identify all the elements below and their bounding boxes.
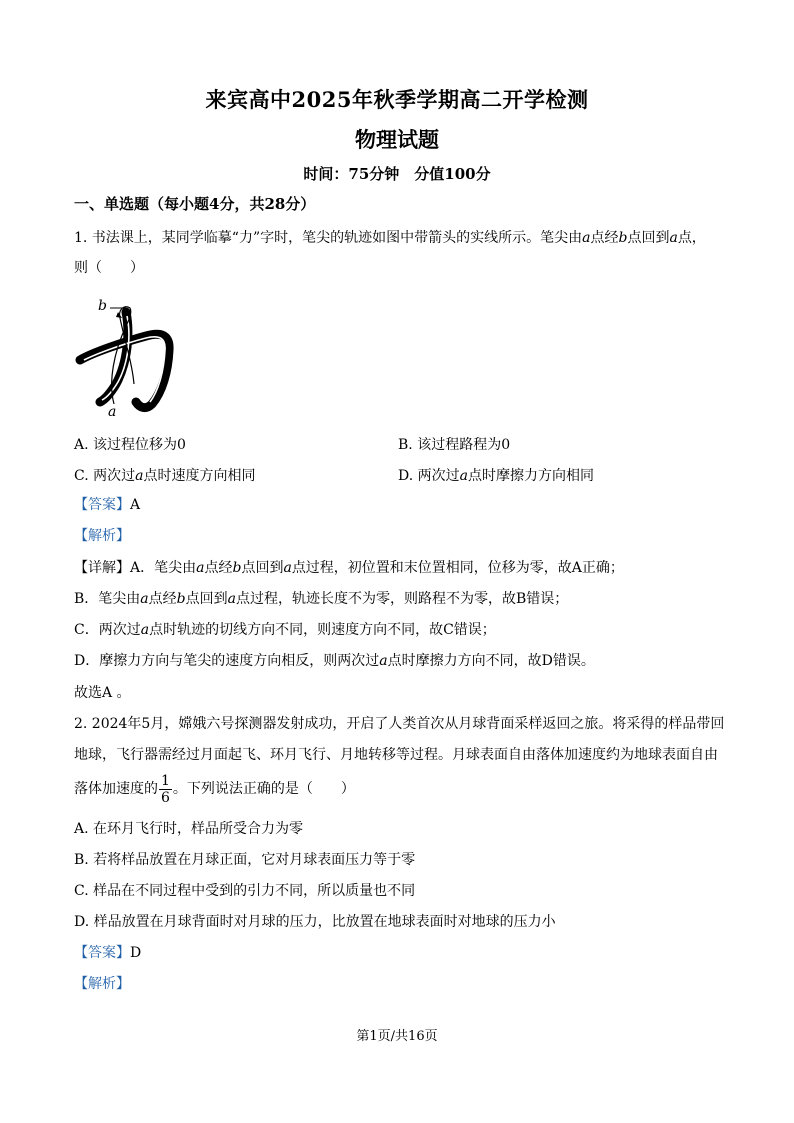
detail-text: D．摩擦力方向与笔尖的速度方向相反，则两次过 [74, 653, 380, 669]
detail-text: 点回到 [185, 591, 228, 607]
q1-conclusion: 故选A 。 [74, 685, 131, 701]
fraction-one-sixth [159, 773, 172, 806]
option-text: 点时摩擦力方向相同 [468, 468, 594, 484]
answer-tag: 【答案】 [74, 945, 130, 961]
detail-text: A．笔尖由 [130, 560, 197, 576]
detail-text: B．笔尖由 [74, 591, 141, 607]
var-a: a [196, 560, 205, 576]
option-text: 点时速度方向相同 [143, 468, 256, 484]
q2-answer [74, 943, 734, 963]
exam-title: 来宾高中2025年秋季学期高二开学检测 [205, 87, 589, 112]
answer-value: D [130, 945, 142, 961]
q1-stem-text: 点， [677, 230, 706, 246]
q2-option-d: D. 样品放置在月球背面时对月球的压力，比放置在地球表面时对地球的压力小 [74, 914, 556, 930]
var-a: a [135, 468, 144, 484]
q1-option-a: A. 该过程位移为0 [74, 437, 186, 453]
fraction-denominator: 6 [161, 789, 170, 806]
q1-detail-c [74, 620, 734, 640]
section-heading: 一、单选题（每小题4分，共28分） [74, 195, 316, 213]
q1-stem-line2: 则（ ） [74, 260, 144, 276]
var-b: b [176, 591, 186, 607]
answer-value: A [130, 497, 141, 513]
exam-subject: 物理试题 [355, 127, 439, 152]
detail-text: 点回到 [241, 560, 284, 576]
q1-stem-text: 1. 书法课上，某同学临摹“力”字时，笔尖的轨迹如图中带箭头的实线所示。笔尖由 [74, 230, 583, 246]
q2-stem-line1: 2. 2024年5月，嫦娥六号探测器发射成功，开启了人类首次从月球背面采样返回之旅。将采得的样品带回 [74, 716, 725, 732]
var-a: a [669, 230, 678, 246]
figure-label-b: b [98, 298, 107, 314]
q2-option-b: B. 若将样品放置在月球正面，它对月球表面压力等于零 [74, 852, 416, 868]
q1-detail-a [74, 558, 734, 578]
detail-text: 点过程，轨迹长度不为零，则路程不为零，故B错误； [235, 591, 569, 607]
answer-tag: 【答案】 [74, 497, 130, 513]
q1-answer [74, 495, 734, 515]
detail-text: 点经 [204, 560, 233, 576]
detail-tag: 【详解】 [74, 560, 130, 576]
detail-text: 点经 [148, 591, 177, 607]
var-a: a [379, 653, 388, 669]
var-a: a [140, 622, 150, 638]
option-text: C. 两次过 [74, 468, 136, 484]
q1-analysis-tag: 【解析】 [74, 528, 130, 544]
q1-option-d [398, 465, 594, 485]
q2-option-c: C. 样品在不同过程中受到的引力不同，所以质量也不同 [74, 883, 416, 899]
option-text: D. 两次过 [398, 468, 460, 484]
q2-stem-text: 。下列说法正确的是（ ） [172, 781, 355, 797]
q1-detail-d [74, 651, 734, 671]
q1-option-c [74, 465, 255, 485]
page-footer: 第1页/共16页 [356, 1029, 438, 1044]
q1-option-b: B. 该过程路程为0 [398, 437, 511, 453]
li-character-figure [74, 292, 184, 417]
detail-text: C．两次过 [74, 622, 141, 638]
q2-stem-line3 [74, 772, 734, 806]
q2-stem-text: 落体加速度的 [74, 781, 158, 797]
q2-stem-line2: 地球，飞行器需经过月面起飞、环月飞行、月地转移等过程。月球表面自由落体加速度约为地球表面自由 [74, 747, 718, 763]
var-a: a [227, 591, 236, 607]
figure-label-a: a [108, 404, 117, 417]
var-a: a [140, 591, 149, 607]
detail-text: 点时轨迹的切线方向不同，则速度方向不同，故C错误； [149, 622, 496, 638]
q1-detail-b [74, 589, 734, 609]
var-b: b [232, 560, 242, 576]
var-b: b [618, 230, 628, 246]
exam-info: 时间：75分钟 分值100分 [303, 165, 491, 183]
q1-stem-line1 [74, 228, 734, 248]
detail-text: 点时摩擦力方向不同，故D错误。 [387, 653, 595, 669]
detail-text: 点过程，初位置和末位置相同，位移为零，故A正确； [291, 560, 624, 576]
q2-option-a: A. 在环月飞行时，样品所受合力为零 [74, 821, 304, 837]
var-a: a [582, 230, 591, 246]
q2-analysis-tag: 【解析】 [74, 976, 130, 992]
fraction-numerator: 1 [161, 772, 170, 789]
q1-stem-text: 点回到 [627, 230, 670, 246]
var-a: a [283, 560, 292, 576]
q1-stem-text: 点经 [590, 230, 619, 246]
var-a: a [459, 468, 468, 484]
